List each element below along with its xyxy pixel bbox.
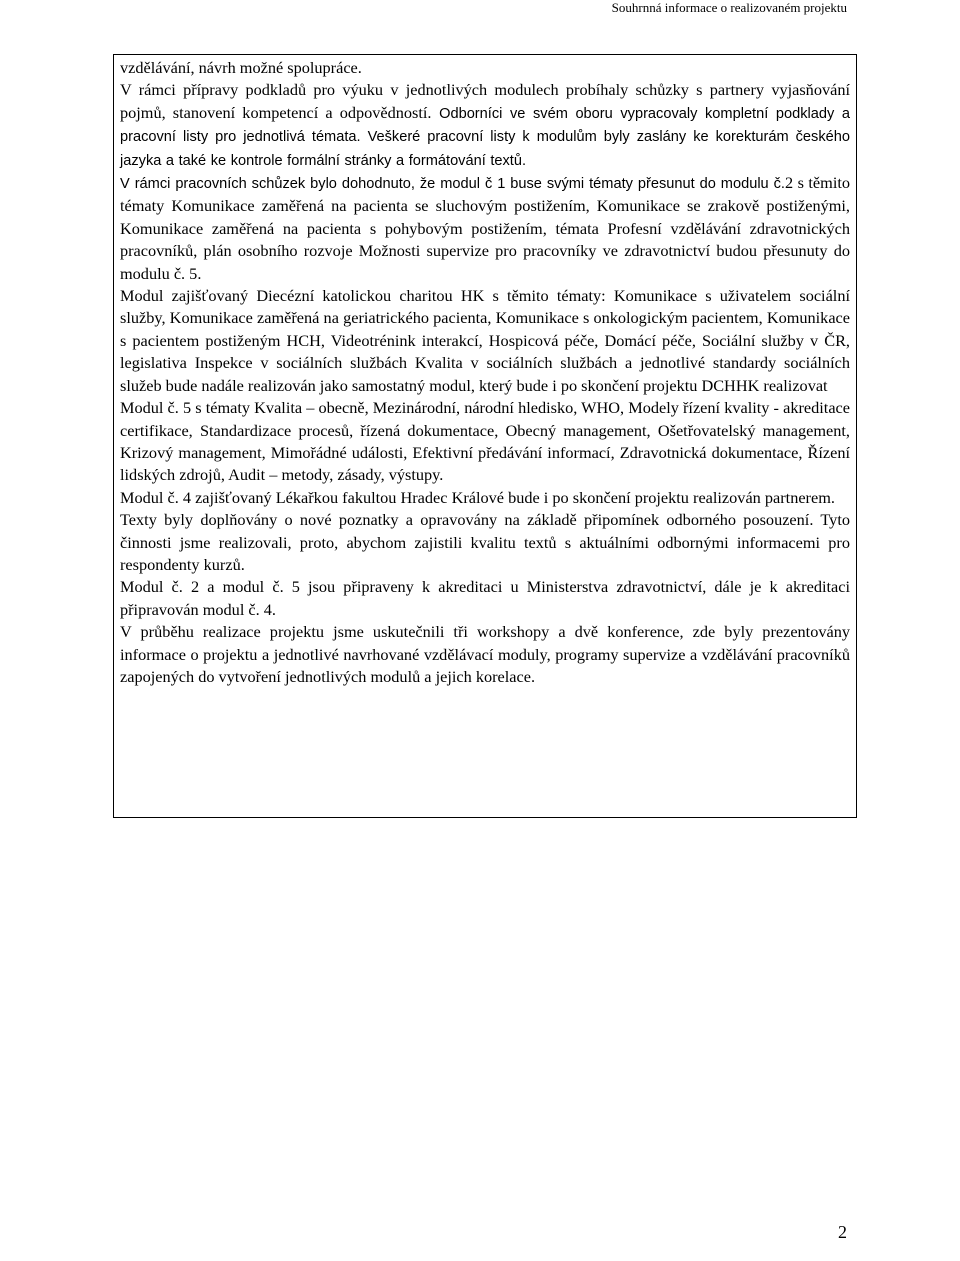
paragraph-preparation-serif: V rámci přípravy podkladů pro výuku v jednotlivých modulech probíhaly schůzky s partnery vyjasňování pojmů, stanovení kompetencí a odpovědností. <box>120 80 850 122</box>
paragraph-continuation: vzdělávání, návrh možné spolupráce. <box>120 58 362 77</box>
page-number: 2 <box>838 1222 847 1242</box>
paragraph-module-5: Modul č. 5 s tématy Kvalita – obecně, Mezinárodní, národní hledisko, WHO, Modely řízení kvality - akreditace certifikace, Standardizace procesů, řízená dokumentace, Obecný management, Ošetřovatelský management, Krizový management, Mimořádné události, Efektivní předávání informací, Zdravotnická dokumentace, Řízení lidských zdrojů, Audit – metody, zásady, výstupy. <box>120 398 850 485</box>
paragraph-meetings <box>120 172 850 285</box>
paragraph-meetings-serif: 2 s těmito tématy Komunikace zaměřená na pacienta se sluchovým postižením, Komunikace se zrakově postiženými, Komunikace zaměřená na pacienta s pohybovým postižením, témata Profesní vzdělávání zdravotnických pracovníků, plán osobního rozvoje Možnosti supervize pro pracovníky ve zdravotnictví budou přesunuty do modulu č. 5. <box>120 173 851 283</box>
content-box <box>113 54 857 818</box>
paragraph-preparation <box>120 79 850 172</box>
paragraph-accreditation: Modul č. 2 a modul č. 5 jsou připraveny k akreditaci u Ministerstva zdravotnictví, dále je k akreditaci připravován modul č. 4. <box>120 577 850 619</box>
paragraph-charity-module: Modul zajišťovaný Diecézní katolickou charitou HK s těmito tématy: Komunikace s uživatelem sociální služby, Komunikace zaměřená na geriatrického pacienta, Komunikace s onkologickým pacientem, Komunikace s pacientem postiženým HCH, Videotrénink interakcí, Hospicová péče, Domácí péče, Sociální služby v ČR, legislativa Inspekce v sociálních službách Kvalita v sociálních službách a jednotlivé standardy sociálních služeb bude nadále realizován jako samostatný modul, který bude i po skončení projektu DCHHK realizovat <box>120 286 850 395</box>
paragraph-workshops: V průběhu realizace projektu jsme uskutečnili tři workshopy a dvě konference, zde byly prezentovány informace o projektu a jednotlivé navrhované vzdělávací moduly, programy supervize a vzdělávání pracovníků zapojených do vytvoření jednotlivých modulů a jejich korelace. <box>120 622 850 686</box>
paragraph-preparation-sans: Odborníci ve svém oboru vypracovaly kompletní podklady a pracovní listy pro jednotlivá témata. Veškeré pracovní listy k modulům byly zaslány ke korekturám českého jazyka a také ke kontrole formální stránky a formátování textů. <box>120 105 851 169</box>
paragraph-module-4: Modul č. 4 zajišťovaný Lékařkou fakultou Hradec Králové bude i po skončení projektu realizován partnerem. <box>120 487 835 507</box>
running-header: Souhrnná informace o realizovaném projektu <box>611 0 847 15</box>
paragraph-texts-updated: Texty byly doplňovány o nové poznatky a opravovány na základě připomínek odborného posouzení. Tyto činnosti jsme realizovali, proto, abychom zajistili kvalitu textů s aktuálními odbornými informacemi pro respondenty kurzů. <box>120 510 850 574</box>
paragraph-meetings-sans: V rámci pracovních schůzek bylo dohodnuto, že modul č 1 buse svými tématy přesunut do modulu č. <box>120 176 785 193</box>
